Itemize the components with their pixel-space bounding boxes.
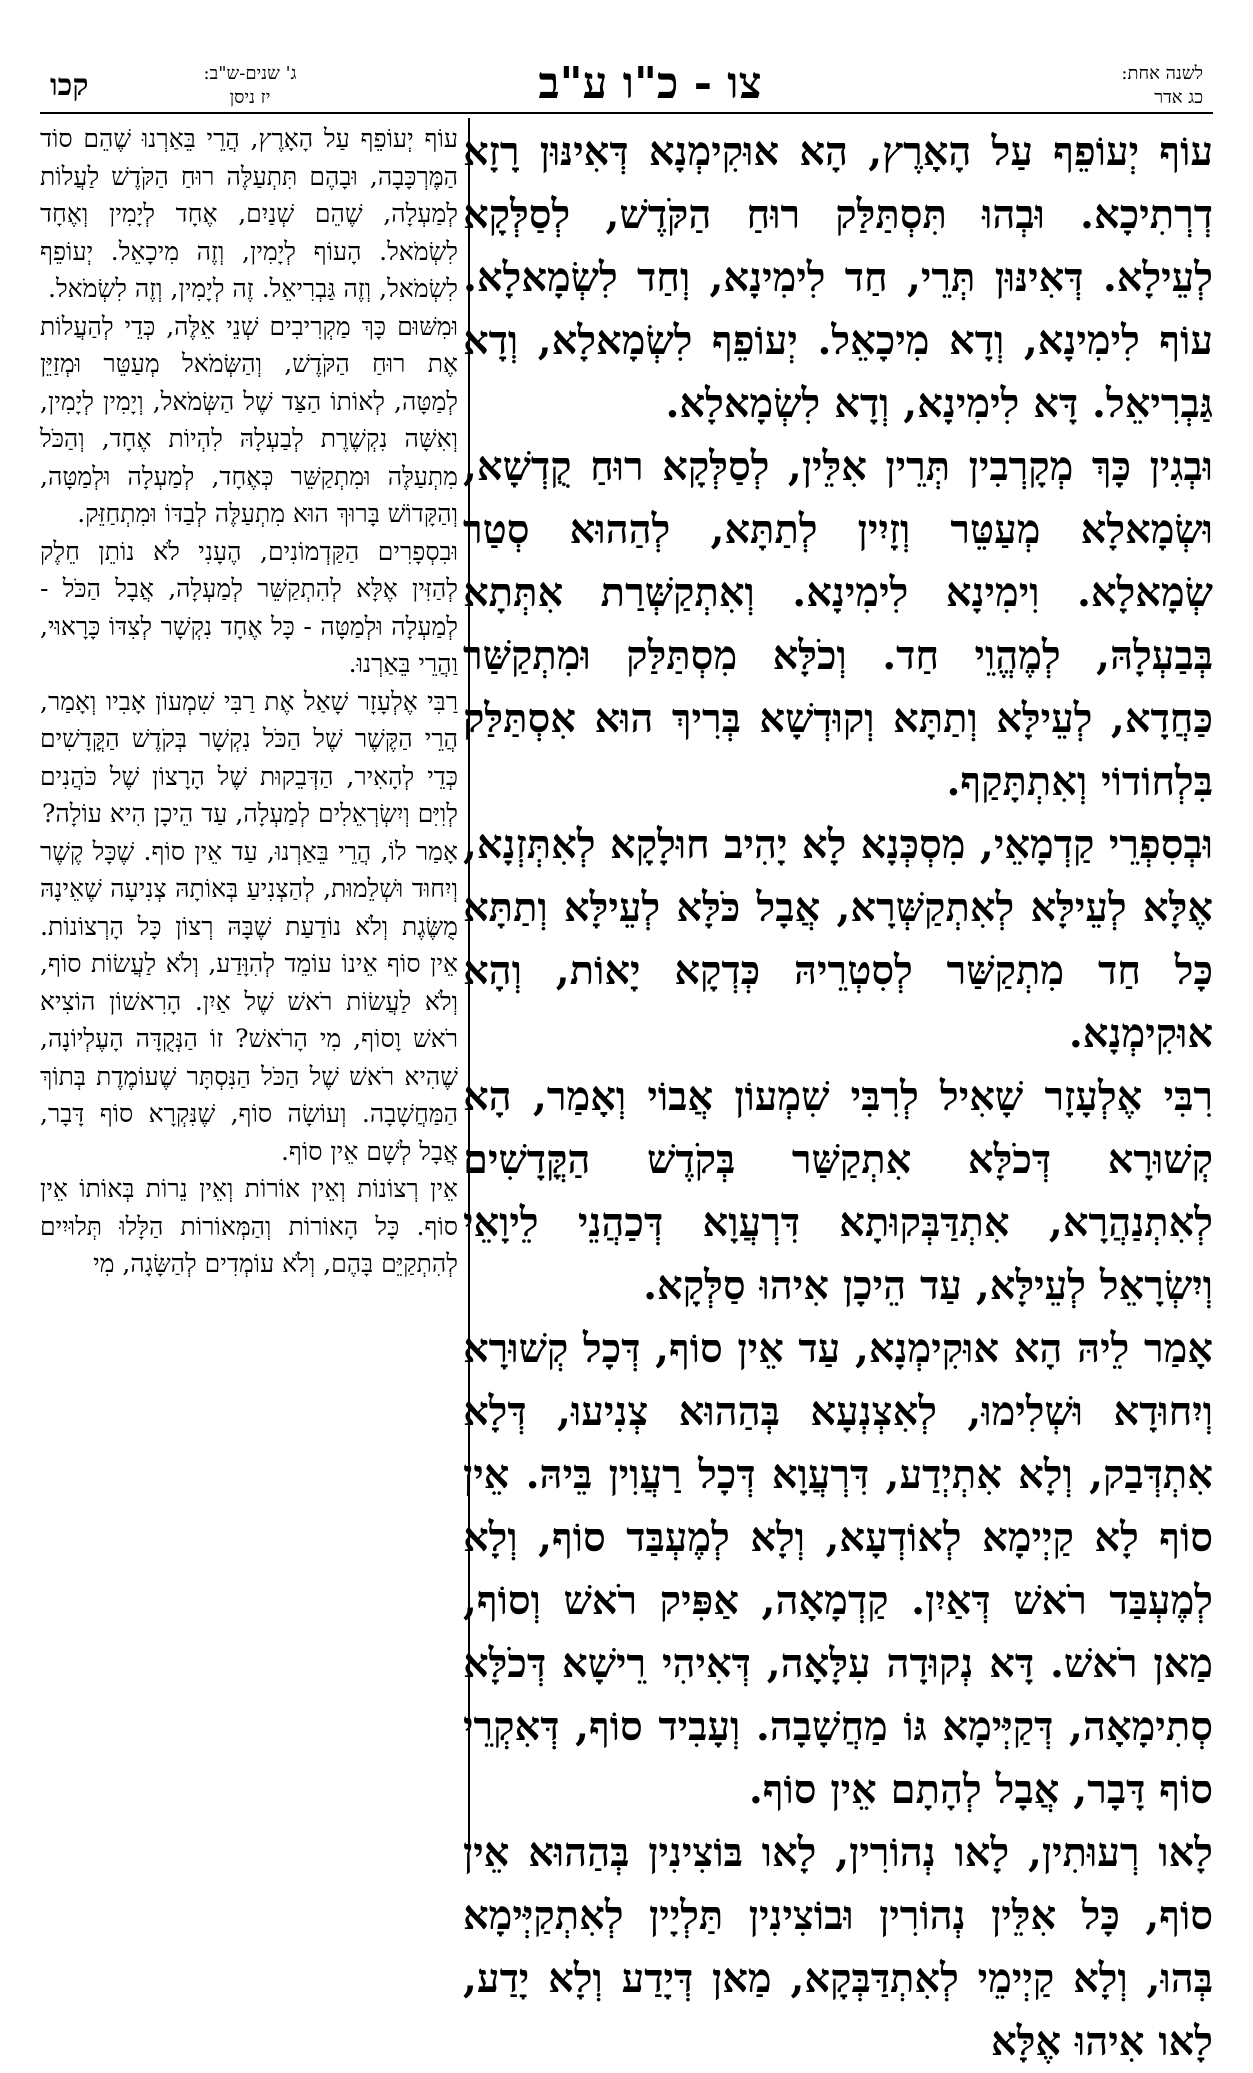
main-paragraph: עוֹף יְעוֹפֵף עַל הָאָרֶץ, הָא אוּקִימְנָא דְּאִינּוּן רָזָא דְרְתִיכָא. וּבְהוּ תִּסְתַּלַּק רוּחַ הַקֹּדֶשׁ, לְסַלְּקָא לְעֵילָא. דְּאִינּוּן תְּרֵי, חַד לִימִינָא, וְחַד לִשְׂמָאלָא. עוֹף לִימִינָא, וְדָא מִיכָאֵל. יְעוֹפֵף לִשְׂמָאלָא, וְדָא גַּבְרִיאֵל. דָּא לִימִינָא, וְדָא לִשְׂמָאלָא. bbox=[463, 128, 1213, 427]
page-title: צו - כ"ו ע"ב bbox=[538, 58, 762, 109]
header-left-schedule bbox=[150, 62, 350, 110]
translation-paragraph: אָמַר לוֹ, הֲרֵי בֵּאַרְנוּ, עַד אֵין סוֹף. שֶׁכָּל קֶשֶׁר וְיִחוּד וּשְׁלֵמוּת, לְהַצְנִיעַ בְּאוֹתָהּ צְנִיעָה שֶׁאֵינָהּ מֻשֶּׂגֶת וְלֹא נוֹדַעַת שֶׁבָּהּ רְצוֹן כָּל הָרְצוֹנוֹת. אֵין סוֹף אֵינוֹ עוֹמֵד לְהִוָּדַע, וְלֹא לַעֲשׂוֹת סוֹף, וְלֹא לַעֲשׂוֹת רֹאשׁ שֶׁל אַיִן. הָרִאשׁוֹן הוֹצִיא רֹאשׁ וָסוֹף, מִי הָרֹאשׁ? זוֹ הַנְּקֻדָּה הָעֶלְיוֹנָה, שֶׁהִיא רֹאשׁ שֶׁל הַכֹּל הַנִּסְתָּר שֶׁעוֹמֶדֶת בְּתוֹךְ הַמַּחֲשָׁבָה. וְעוֹשָׂה סוֹף, שֶׁנִּקְרָא סוֹף דָּבָר, אֲבָל לְשָׁם אֵין סוֹף. bbox=[40, 836, 458, 1166]
main-text-column bbox=[463, 120, 1213, 2065]
translation-paragraph: וּבִסְפָרִים הַקַּדְמוֹנִים, הֶעָנִי לֹא נוֹתֵן חֵלֶק לְהַזִּין אֶלָּא לְהִתְקַשֵּׁר לְמַעְלָה, אֲבָל הַכֹּל - לְמַעְלָה וּלְמַטָּה - כָּל אֶחָד נִקְשָׁר לְצִדּוֹ כָּרָאוּי, וַהֲרֵי בֵּאַרְנוּ. bbox=[40, 536, 458, 678]
header-left-line-2: יז ניסן bbox=[229, 87, 271, 108]
translation-paragraph: עוֹף יְעוֹפֵף עַל הָאָרֶץ, הֲרֵי בֵּאַרְנוּ שֶׁהֵם סוֹד הַמֶּרְכָּבָה, וּבָהֶם תִּתְעַלֶּה רוּחַ הַקֹּדֶשׁ לַעֲלוֹת לְמַעְלָה, שֶׁהֵם שְׁנַיִם, אֶחָד לְיָמִין וְאֶחָד לִשְׂמֹאל. הָעוֹף לְיָמִין, וְזֶה מִיכָאֵל. יְעוֹפֵף לִשְׂמֹאל, וְזֶה גַּבְרִיאֵל. זֶה לְיָמִין, וְזֶה לִשְׂמֹאל. bbox=[40, 124, 458, 303]
header-right-line-1: לשנה אחת: bbox=[1121, 63, 1203, 84]
main-paragraph: וּבְגִין כָּךְ מְקָרְבִין תְּרֵין אִלֵּין, לְסַלְּקָא רוּחַ קֻדְשָׁא, וּשְׂמָאלָא מְעַטֵּר וְזָיִין לְתַתָּא, לְהַהוּא סְטַר שְׂמָאלָא. וִימִינָא לִימִינָא. וְאִתְקַשְּׁרַת אִתְּתָא בְּבַעְלָהּ, לְמֶהֱוֵי חַד. וְכֹלָּא מִסְתַּלַּק וּמִתְקַשַּׁר כַּחֲדָא, לְעֵילָּא וְתַתָּא וְקוּדְשָׁא בְּרִיךְ הוּא אִסְתַּלַּק בִּלְחוֹדוֹי וְאִתְתָּקַף. bbox=[463, 443, 1213, 805]
main-paragraph: רִבִּי אֶלְעָזָר שָׁאִיל לְרִבִּי שִׁמְעוֹן אֲבוֹי וְאָמַר, הָא קְשׁוּרָא דְּכֹלָּא אִתְקַשַּׁר בְּקֹדֶשׁ הַקֳּדָשִׁים לְאִתְנַהֲרָא, אִתְדַּבְּקוּתָא דִּרְעֲוָא דְּכַהֲנֵי לֵיוָאֵי וְיִשְׂרָאֵל לְעֵילָּא, עַד הֵיכָן אִיהוּ סַלְּקָא. bbox=[463, 1073, 1213, 1309]
translation-column bbox=[40, 120, 458, 1840]
main-paragraph: אָמַר לֵיהּ הָא אוּקִימְנָא, עַד אֵין סוֹף, דְּכָל קְשׁוּרָא וְיִחוּדָא וּשְׁלִימוּ, לְאִצְנְעָא בְּהַהוּא צְנִיעוּ, דְּלָא אִתְדְּבַק, וְלָא אִתְיְדַע, דִּרְעֲוָא דְּכָל רַעֲוִין בֵּיהּ. אֵין סוֹף לָא קַיְימָא לְאוֹדְעָא, וְלָא לְמֶעְבַּד סוֹף, וְלָא לְמֶעְבַּד רֹאשׁ דְּאַיִן. קַדְמָאָה, אַפִּיק רֹאשׁ וְסוֹף, מַאן רֹאשׁ. דָּא נְקוּדָה עִלָּאָה, דְּאִיהִי רֵישָׁא דְּכֹלָּא סְתִימָאָה, דְּקַיְּימָא גּוֹ מַחֲשָׁבָה. וְעָבִיד סוֹף, דְּאִקְרֵי סוֹף דָּבָר, אֲבָל לְהָתָם אֵין סוֹף. bbox=[463, 1325, 1213, 1813]
translation-paragraph: וּמִשּׁוּם כָּךְ מַקְרִיבִים שְׁנֵי אֵלֶּה, כְּדֵי לְהַעֲלוֹת אֶת רוּחַ הַקֹּדֶשׁ, וְהַשְּׂמֹאל מְעַטֵּר וּמְזַיֵּן לְמַטָּה, לְאוֹתוֹ הַצַּד שֶׁל הַשְּׂמֹאל, וְיָמִין לְיָמִין, וְאִשָּׁה נִקְשֶׁרֶת לְבַעְלָהּ לִהְיוֹת אֶחָד, וְהַכֹּל מִתְעַלֶּה וּמִתְקַשֵּׁר כְּאֶחָד, לְמַעְלָה וּלְמַטָּה, וְהַקָּדוֹשׁ בָּרוּךְ הוּא מִתְעַלֶּה לְבַדּוֹ וּמִתְחַזֵּק. bbox=[40, 311, 458, 528]
header-rule bbox=[40, 112, 1213, 114]
header-right-line-2: כג אדר bbox=[1154, 87, 1203, 108]
header-left-line-1: ג' שנים-ש"ב: bbox=[203, 63, 297, 84]
main-paragraph: וּבְסִפְרֵי קַדְמָאֵי, מִסְכְּנָא לָא יָהִיב חוּלָקָא לְאִתְּזְנָא, אֶלָּא לְעֵילָּא לְאִתְקַשְּׁרָא, אֲבָל כֹּלָּא לְעֵילָּא וְתַתָּא כָּל חַד מִתְקַשַּׁר לְסִטְרֵיהּ כְּדְקָא יָאוֹת, וְהָא אוּקִימְנָא. bbox=[463, 821, 1213, 1057]
header-right-schedule bbox=[1043, 62, 1203, 110]
page-header bbox=[40, 54, 1213, 114]
page-number: קכו bbox=[50, 68, 89, 103]
translation-paragraph: רַבִּי אֶלְעָזָר שָׁאַל אֶת רַבִּי שִׁמְעוֹן אָבִיו וְאָמַר, הֲרֵי הַקֶּשֶׁר שֶׁל הַכֹּל נִקְשָׁר בְּקֹדֶשׁ הַקֳּדָשִׁים כְּדֵי לְהָאִיר, הַדְּבֵקוּת שֶׁל הָרָצוֹן שֶׁל כֹּהֲנִים לְוִיִּם וְיִשְׂרְאֵלִים לְמַעְלָה, עַד הֵיכָן הִיא עוֹלָה? bbox=[40, 686, 458, 828]
main-paragraph: לָאו רְעוּתִין, לָאו נְהוֹרִין, לָאו בּוֹצִינִין בְּהַהוּא אֵין סוֹף, כָּל אִלֵּין נְהוֹרִין וּבוֹצִינִין תַּלְיָין לְאִתְקַיְּימָא בְּהוּ, וְלָא קַיְימֵי לְאִתְדַּבְּקָא, מַאן דְּיָדַע וְלָא יָדַע, לָאו אִיהוּ אֶלָּא bbox=[463, 1829, 1213, 2065]
column-divider bbox=[468, 118, 470, 1844]
translation-paragraph: אֵין רְצוֹנוֹת וְאֵין אוֹרוֹת וְאֵין נֵרוֹת בְּאוֹתוֹ אֵין סוֹף. כָּל הָאוֹרוֹת וְהַמְּאוֹרוֹת הַלָּלוּ תְּלוּיִים לְהִתְקַיֵּם בָּהֶם, וְלֹא עוֹמְדִים לְהַשָּׂגָה, מִי bbox=[40, 1174, 458, 1278]
